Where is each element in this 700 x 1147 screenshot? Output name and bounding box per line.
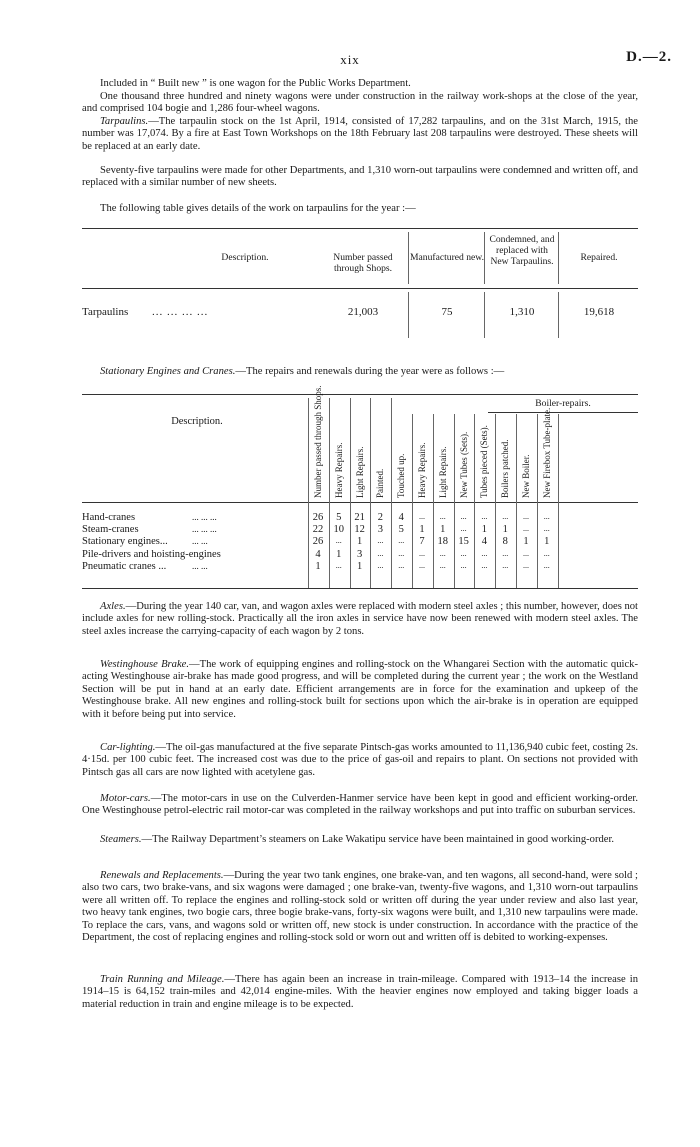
table-rule-top: [82, 394, 638, 395]
column-header: New Firebox Tube-plate.: [541, 407, 552, 498]
row-label: Pile-drivers and hoisting-engines: [82, 548, 221, 560]
cell-manufactured: 75: [441, 306, 453, 318]
table-cell: ...: [419, 512, 425, 521]
engines-cranes-table: [82, 385, 638, 590]
table-cell: 1: [356, 560, 363, 572]
table-cell: ...: [335, 560, 342, 570]
paragraph-tarpaulins: Tarpaulins.—The tarpaulin stock on the 1st April, 1914, consisted of 17,282 tarpaulins, and on the 31st March, 1915, the number was 17,074. By a fire at East Town Workshops on the 18th February last 208 tarpaulins were destroyed. These sheets will be replaced at an early date.: [82, 116, 638, 152]
table-cell: ...: [419, 548, 425, 558]
column-divider: [408, 292, 409, 338]
table-cell: ...: [377, 560, 384, 570]
table-cell: ...: [377, 548, 384, 558]
paragraph-car-lighting: Car-lighting.—The oil-gas manufactured at the five separate Pintsch-gas works amounted to 11,136,940 cubic feet, costing 2s. 4·15d. per 100 cubic feet. The increased cost was due to the price of gas-oil and repairs to plant. On sections not provided with Pintsch gas all cars are now lighted with acetylene gas.: [82, 742, 638, 778]
paragraph-steamers: Steamers.—The Railway Department’s steamers on Lake Wakatipu service have been maintained in good working-order.: [100, 834, 615, 845]
table-rule-header: [82, 288, 638, 289]
table-cell: ...: [523, 524, 529, 534]
heading-car-lighting: Car-lighting.: [100, 742, 156, 753]
header-number-passed: Number passed through Shops.: [333, 252, 393, 274]
heading-tarpaulins: Tarpaulins.: [100, 116, 149, 127]
table-cell: ...: [523, 560, 529, 570]
row-leader-dots: ... ...: [192, 560, 208, 571]
column-header: Light Repairs.: [437, 446, 448, 498]
table-cell: 3: [356, 548, 363, 560]
row-label: Hand-cranes: [82, 512, 136, 523]
table-cell: ...: [543, 524, 550, 534]
table-cell: 10: [333, 524, 345, 536]
column-header: Tubes pieced (Sets).: [479, 425, 490, 498]
table-cell: ...: [460, 512, 467, 521]
table-cell: 1: [481, 524, 488, 536]
row-leader-dots: ... ... ...: [192, 512, 217, 522]
paragraph-motor-cars: Motor-cars.—The motor-cars in use on the Culverden-Hanmer service have been kept in good and efficient working-order. One Westinghouse petrol-electric rail motor-car was completed in the railway workshops and put into traffic on suburban services.: [82, 793, 638, 817]
paragraph-stationary-engines: Stationary Engines and Cranes.—The repairs and renewals during the year were as follows :—: [100, 366, 505, 377]
column-divider: [484, 232, 485, 284]
table-cell: 1: [419, 524, 425, 536]
column-header: New Boiler.: [521, 454, 531, 498]
column-header: Boilers patched.: [500, 439, 511, 498]
paragraph-westinghouse-brake: Westinghouse Brake.—The work of equipping engines and rolling-stock on the Whangarei Section with the automatic quick-acting Westinghouse air-brake has made good progress, and will be completed during the current year ; the work on the Westland Section will be put in hand at an early date. Efficient arrangements are in force for the examination and upkeep of the Westinghouse brake. All new engines and rolling-stock built for sections upon which the air-brake is in operation are equipped with it before being put into service.: [82, 659, 638, 720]
table-rule-bottom: [82, 588, 638, 589]
column-header: Touched up.: [396, 453, 407, 498]
table-row: [82, 561, 638, 573]
table-cell: ...: [523, 512, 529, 521]
header-condemned: Condemned, and replaced with New Tarpaulins.: [489, 234, 555, 267]
table-cell: ...: [335, 536, 342, 546]
row-leader-dots: ... ... ...: [192, 524, 217, 535]
table-cell: 21: [354, 512, 365, 523]
row-label: Pneumatic cranes ...: [82, 560, 167, 572]
paragraph-train-running-mileage: Train Running and Mileage.—There has again been an increase in train-mileage. Compared with 1913–14 the increase in 1914–15 is 64,152 train-miles and 42,014 engine-miles. With the heavier engines now employed and taking bigger loads a material reduction in train and engine mileage is to be expected.: [82, 974, 638, 1010]
table-cell: 22: [312, 524, 324, 536]
column-header: New Tubes (Sets).: [458, 431, 469, 498]
heading-motor-cars: Motor-cars.: [100, 793, 151, 804]
table-cell: ...: [377, 536, 384, 546]
cell-repaired: 19,618: [583, 306, 615, 318]
table-cell: 4: [398, 512, 404, 523]
header-description: Description.: [221, 252, 269, 263]
table-cell: 7: [419, 536, 425, 548]
table-cell: 1: [544, 536, 550, 548]
column-divider: [558, 292, 559, 338]
column-header: Number passed through Shops.: [313, 385, 323, 498]
table-cell: 1: [502, 524, 508, 536]
heading-axles: Axles.: [100, 601, 126, 612]
header-manufactured: Manufactured new.: [410, 252, 484, 263]
row-label-tarpaulins: Tarpaulins: [82, 306, 129, 318]
table-cell: 4: [315, 548, 321, 560]
row-label: Stationary engines...: [82, 536, 168, 548]
heading-train-running-mileage: Train Running and Mileage.: [100, 974, 225, 985]
cell-condemned: 1,310: [509, 306, 535, 318]
heading-westinghouse-brake: Westinghouse Brake.: [100, 659, 190, 670]
table-cell: ...: [543, 548, 550, 558]
table-rule-top: [82, 228, 638, 229]
table-cell: ...: [419, 560, 425, 570]
row-label: Steam-cranes: [82, 524, 139, 536]
table-cell: 3: [377, 524, 384, 536]
table-cell: ...: [481, 548, 488, 558]
table-row: [82, 524, 638, 536]
heading-steamers: Steamers.: [100, 834, 142, 845]
column-divider: [558, 232, 559, 284]
table-cell: ...: [439, 560, 446, 570]
table-cell: ...: [439, 512, 446, 521]
column-divider: [408, 232, 409, 284]
table-cell: 1: [336, 548, 342, 560]
table-cell: 1: [356, 536, 363, 548]
cell-number-passed: 21,003: [347, 306, 379, 318]
paragraph-tarpaulins-other-departments: Seventy-five tarpaulins were made for other Departments, and 1,310 worn-out tarpaulins were condemned and written off, and replaced with a similar number of new sheets.: [82, 165, 638, 189]
paragraph-axles: Axles.—During the year 140 car, van, and wagon axles were replaced with modern steel axles ; this number, however, does not include axles for new rolling-stock. Practically all the iron axles in service have now been renewed with modern steel axles. The steel axles increase the carrying-capacity of each wagon by 2 tons.: [82, 601, 638, 637]
paragraph-built-new: Included in “ Built new ” is one wagon for the Public Works Department.: [100, 78, 411, 89]
column-divider: [484, 292, 485, 338]
heading-renewals-replacements: Renewals and Replacements.: [100, 870, 224, 881]
table-cell: ...: [460, 524, 467, 534]
document-reference: D.—2.: [626, 49, 672, 65]
heading-stationary-engines: Stationary Engines and Cranes.: [100, 366, 236, 377]
table-cell: ...: [543, 512, 550, 521]
page-number: xix: [340, 52, 360, 67]
table-cell: ...: [398, 560, 405, 570]
table-cell: ...: [543, 560, 550, 570]
paragraph-renewals-replacements: Renewals and Replacements.—During the year two tank engines, one brake-van, and ten wagons, all second-hand, were sold ; also two cars, two brake-vans, and six wagons were damaged ; one brake-van, twenty-five wagons, and 1,310 worn-out tarpaulins were all written off. To replace the engines and rolling-stock sold or written off during the year under review and also last year, two heavy tank engines, two bogie cars, three bogie brake-vans, forty-six wagons were built, and 1,310 new tarpaulins were made. To replace the cars, vans, and wagons sold or written off, new stock is under construction. In accordance with the practice of the Department, the cost of replacing engines and rolling-stock sold or worn out and written off is debited to working-expenses.: [82, 870, 638, 944]
column-header: Painted.: [375, 468, 386, 498]
paragraph-table-intro: The following table gives details of the work on tarpaulins for the year :—: [100, 203, 416, 214]
table-cell: ...: [502, 560, 509, 570]
row-leader-dots: ... ...: [192, 536, 208, 547]
table-row: [82, 536, 638, 548]
table-cell: 5: [398, 524, 404, 536]
table-cell: 15: [458, 536, 469, 548]
boiler-repairs-rule: [488, 412, 638, 413]
table-cell: ...: [398, 548, 405, 558]
table-cell: 18: [437, 536, 449, 548]
column-header: Heavy Repairs.: [333, 442, 344, 498]
header-boiler-repairs: Boiler-repairs.: [535, 398, 591, 409]
table-row: [82, 549, 638, 561]
table-cell: 4: [481, 536, 488, 548]
table-cell: ...: [502, 548, 509, 558]
table-cell: ...: [398, 536, 405, 546]
table-row: [82, 512, 638, 524]
table-cell: 26: [312, 536, 324, 548]
table-cell: 12: [354, 524, 365, 536]
table-cell: ...: [460, 548, 467, 558]
table-cell: ...: [502, 512, 509, 521]
table-cell: 8: [502, 536, 508, 548]
table-cell: 1: [440, 524, 446, 536]
column-header: Heavy Repairs.: [417, 442, 427, 498]
table-cell: ...: [481, 512, 488, 521]
table-cell: 26: [312, 512, 324, 523]
table-cell: 5: [336, 512, 342, 523]
header-description: Description.: [171, 416, 223, 427]
table-cell: ...: [481, 560, 488, 570]
row-leader-dots: ... ... ... ...: [152, 306, 209, 318]
header-repaired: Repaired.: [580, 252, 618, 263]
tarpaulin-table: [82, 228, 638, 346]
table-cell: 2: [377, 512, 384, 523]
column-header: Light Repairs.: [354, 446, 365, 498]
table-cell: ...: [523, 548, 529, 558]
table-cell: ...: [460, 560, 467, 570]
table-rule-header: [82, 502, 638, 503]
table-cell: 1: [315, 560, 321, 572]
paragraph-wagons-under-construction: One thousand three hundred and ninety wagons were under construction in the railway work-shops at the close of the year, and comprised 104 bogie and 1,286 four-wheel wagons.: [82, 91, 638, 115]
table-cell: 1: [523, 536, 529, 548]
table-cell: ...: [439, 548, 446, 558]
